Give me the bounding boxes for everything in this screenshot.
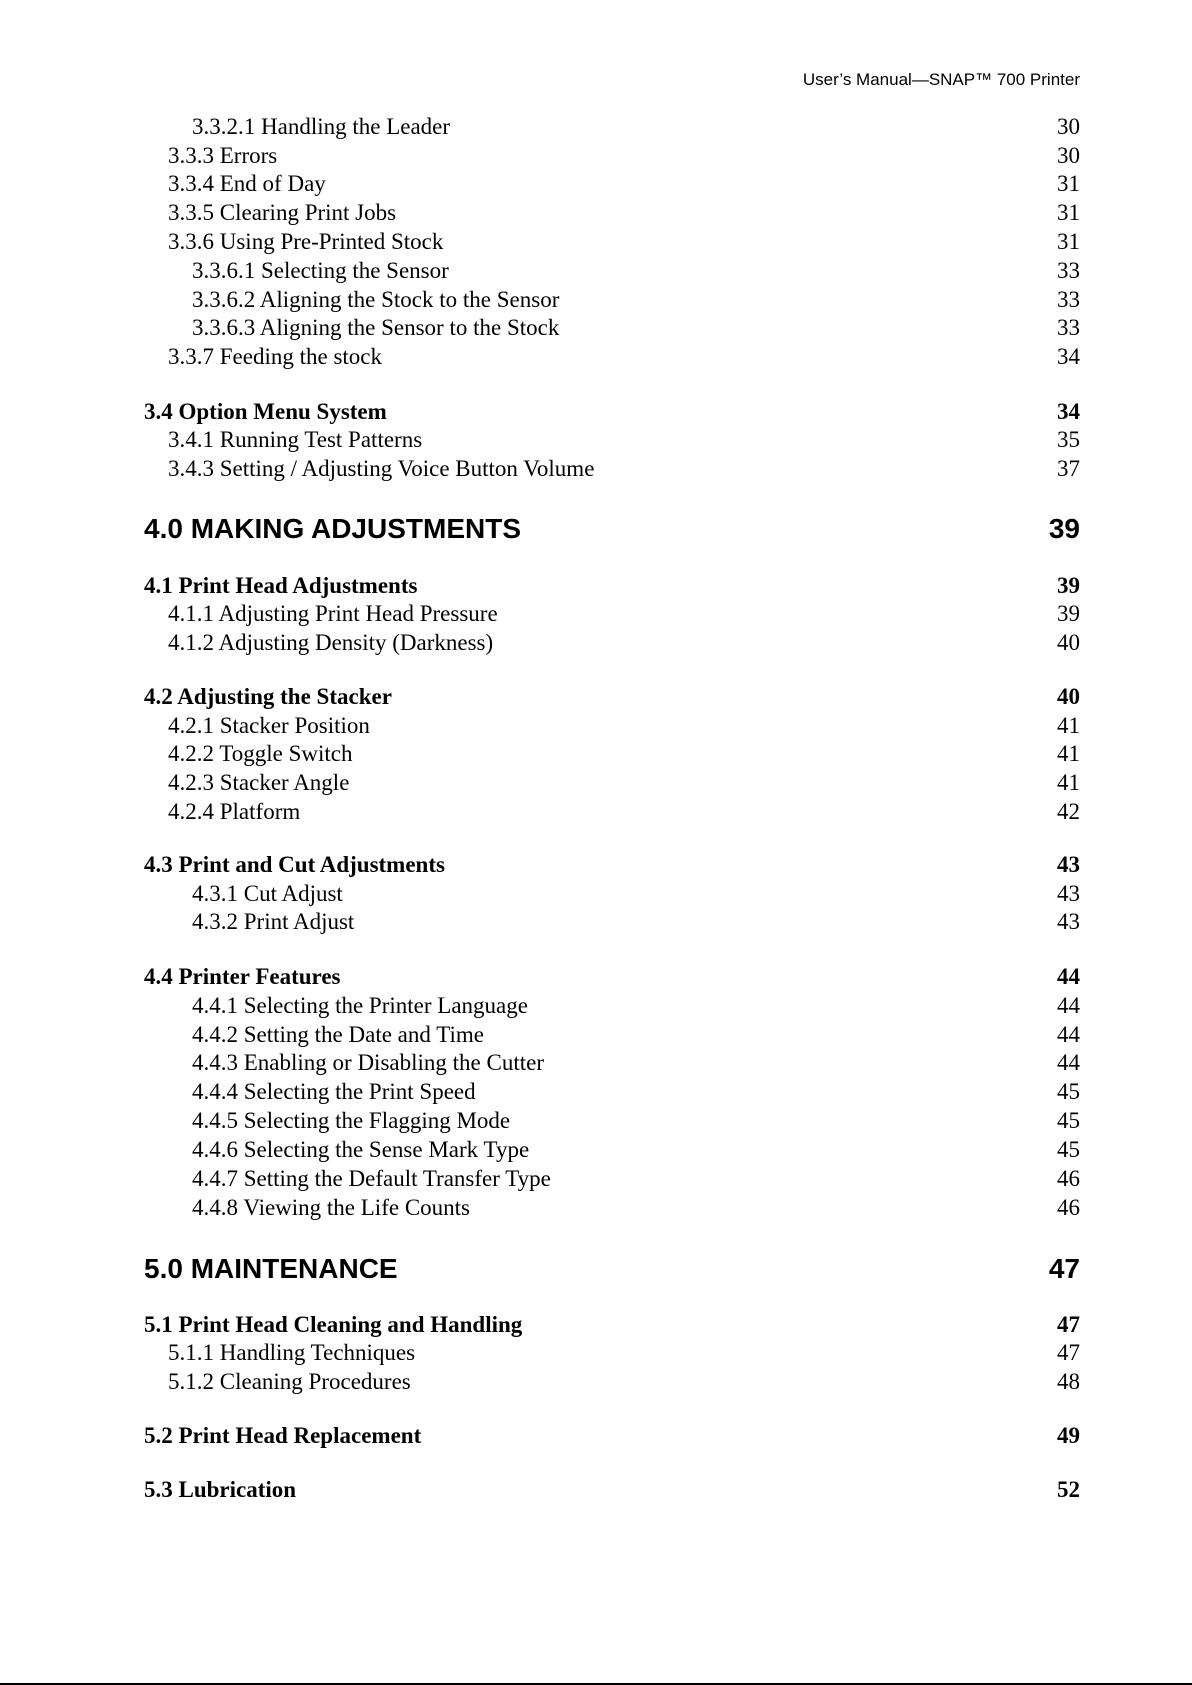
toc-entry-title: 4.2.3 Stacker Angle [168, 769, 350, 795]
toc-entry[interactable] [144, 112, 1080, 142]
toc-entry[interactable] [144, 1367, 1080, 1397]
toc-entry-title: 4.4 Printer Features [144, 964, 341, 990]
toc-entry-title: 4.0 MAKING ADJUSTMENTS [144, 512, 522, 544]
toc-entry-page: 46 [1057, 1195, 1080, 1221]
toc-entry[interactable] [144, 682, 1080, 712]
toc-entry-title: 4.4.8 Viewing the Life Counts [192, 1195, 470, 1221]
toc-entry[interactable] [144, 285, 1080, 315]
toc-entry-title: 3.3.2.1 Handling the Leader [192, 113, 451, 139]
toc-entry-page: 33 [1057, 286, 1080, 312]
toc-entry-title: 4.4.1 Selecting the Printer Language [192, 993, 528, 1019]
toc-entry-title: 3.4 Option Menu System [144, 398, 387, 424]
toc-entry-title: 4.4.5 Selecting the Flagging Mode [192, 1108, 511, 1134]
toc-entry[interactable] [144, 907, 1080, 937]
toc-entry-page: 39 [1048, 512, 1080, 544]
toc-entry-page: 30 [1057, 142, 1080, 168]
toc-entry-title: 4.4.3 Enabling or Disabling the Cutter [192, 1050, 544, 1076]
toc-entry-page: 49 [1057, 1423, 1080, 1449]
running-header: User’s Manual—SNAP™ 700 Printer [802, 70, 1080, 89]
toc-entry-title: 3.3.7 Feeding the stock [168, 343, 382, 369]
toc-entry[interactable] [144, 141, 1080, 171]
toc-entry[interactable] [144, 628, 1080, 658]
toc-entry-page: 47 [1048, 1252, 1080, 1284]
toc-entry-title: 5.2 Print Head Replacement [144, 1423, 422, 1449]
toc-entry-page: 41 [1057, 740, 1080, 766]
toc-entry-title: 5.1 Print Head Cleaning and Handling [144, 1312, 523, 1338]
toc-entry[interactable] [144, 1310, 1080, 1340]
toc-entry[interactable] [144, 1077, 1080, 1107]
toc-entry-title: 3.4.3 Setting / Adjusting Voice Button Volume [168, 455, 595, 481]
toc-entry-page: 39 [1057, 572, 1080, 598]
toc-entry-title: 3.3.3 Errors [168, 142, 278, 168]
toc-entry-page: 44 [1057, 993, 1080, 1019]
toc-entry-page: 43 [1057, 909, 1080, 935]
toc-entry-title: 5.1.2 Cleaning Procedures [168, 1369, 411, 1395]
toc-entry[interactable] [144, 850, 1080, 880]
toc-entry[interactable] [144, 797, 1080, 827]
toc-entry[interactable] [144, 511, 1080, 547]
toc-entry[interactable] [144, 571, 1080, 601]
toc-entry-title: 4.2.4 Platform [168, 798, 301, 824]
toc-entry-page: 31 [1057, 228, 1080, 254]
toc-entry-title: 3.3.6.2 Aligning the Stock to the Sensor [192, 286, 560, 312]
toc-entry[interactable] [144, 1135, 1080, 1165]
toc-entry-page: 40 [1057, 629, 1080, 655]
toc-entry-page: 31 [1057, 170, 1080, 196]
toc-entry[interactable] [144, 256, 1080, 286]
toc-entry[interactable] [144, 991, 1080, 1021]
toc-entry-title: 5.1.1 Handling Techniques [168, 1340, 416, 1366]
toc-entry-title: 3.3.6.3 Aligning the Sensor to the Stock [192, 314, 560, 340]
toc-entry[interactable] [144, 1475, 1080, 1505]
toc-entry[interactable] [144, 768, 1080, 798]
toc-entry-title: 4.4.6 Selecting the Sense Mark Type [192, 1137, 530, 1163]
toc-entry-title: 3.3.4 End of Day [168, 170, 326, 196]
toc-entry[interactable] [144, 962, 1080, 992]
toc-entry-page: 30 [1057, 113, 1080, 139]
toc-entry-title: 4.3 Print and Cut Adjustments [144, 852, 445, 878]
toc-entry-page: 48 [1057, 1369, 1080, 1395]
toc-entry[interactable] [144, 1048, 1080, 1078]
toc-entry-title: 4.2 Adjusting the Stacker [144, 683, 392, 709]
toc-entry-title: 3.4.1 Running Test Patterns [168, 426, 423, 452]
toc-entry-page: 44 [1057, 1022, 1080, 1048]
toc-entry-page: 41 [1057, 712, 1080, 738]
toc-entry-title: 5.0 MAINTENANCE [144, 1252, 398, 1284]
toc-entry-title: 3.3.6.1 Selecting the Sensor [192, 257, 449, 283]
toc-entry-title: 4.2.1 Stacker Position [168, 712, 370, 738]
toc-entry-page: 45 [1057, 1137, 1080, 1163]
toc-entry-page: 44 [1057, 1050, 1080, 1076]
toc-entry[interactable] [144, 1421, 1080, 1451]
toc-entry-title: 4.2.2 Toggle Switch [168, 740, 353, 766]
toc-entry-title: 4.1 Print Head Adjustments [144, 572, 418, 598]
toc-entry-page: 33 [1057, 314, 1080, 340]
toc-entry[interactable] [144, 1338, 1080, 1368]
toc-entry[interactable] [144, 739, 1080, 769]
toc-entry[interactable] [144, 397, 1080, 427]
toc-entry-page: 34 [1057, 343, 1080, 369]
toc-entry[interactable] [144, 425, 1080, 455]
toc-entry[interactable] [144, 879, 1080, 909]
toc-entry-title: 4.3.1 Cut Adjust [192, 881, 343, 907]
toc-entry-title: 4.4.7 Setting the Default Transfer Type [192, 1166, 551, 1192]
toc-entry-page: 47 [1057, 1340, 1080, 1366]
toc-entry-page: 31 [1057, 199, 1080, 225]
toc-entry[interactable] [144, 1020, 1080, 1050]
toc-entry-page: 44 [1057, 964, 1080, 990]
toc-entry-title: 4.3.2 Print Adjust [192, 909, 355, 935]
toc-entry-title: 4.4.2 Setting the Date and Time [192, 1022, 484, 1048]
toc-entry-page: 47 [1057, 1312, 1080, 1338]
toc-entry-page: 43 [1057, 881, 1080, 907]
toc-entry-page: 52 [1057, 1476, 1080, 1502]
toc-entry-page: 33 [1057, 257, 1080, 283]
toc-entry-title: 4.4.4 Selecting the Print Speed [192, 1079, 476, 1105]
toc-entry[interactable] [144, 169, 1080, 199]
toc-entry-page: 42 [1057, 798, 1080, 824]
toc-entry-title: 5.3 Lubrication [144, 1476, 297, 1502]
toc-entry[interactable] [144, 198, 1080, 228]
toc-entry-title: 4.1.1 Adjusting Print Head Pressure [168, 600, 498, 626]
toc-entry-page: 45 [1057, 1079, 1080, 1105]
toc-entry[interactable] [144, 1106, 1080, 1136]
toc-entry[interactable] [144, 1251, 1080, 1287]
toc-entry-title: 4.1.2 Adjusting Density (Darkness) [168, 629, 494, 655]
toc-entry-title: 3.3.5 Clearing Print Jobs [168, 199, 397, 225]
toc-entry[interactable] [144, 1164, 1080, 1194]
toc-entry-page: 34 [1057, 398, 1080, 424]
toc-entry-page: 43 [1057, 852, 1080, 878]
toc-entry[interactable] [144, 711, 1080, 741]
toc-entry-page: 40 [1057, 683, 1080, 709]
toc-entry-page: 45 [1057, 1108, 1080, 1134]
toc-entry[interactable] [144, 599, 1080, 629]
toc-entry[interactable] [144, 1193, 1080, 1223]
toc-entry[interactable] [144, 227, 1080, 257]
toc-entry-page: 41 [1057, 769, 1080, 795]
toc-entry[interactable] [144, 313, 1080, 343]
toc-entry-page: 37 [1057, 455, 1080, 481]
toc-entry[interactable] [144, 342, 1080, 372]
toc-entry-page: 46 [1057, 1166, 1080, 1192]
toc-entry-title: 3.3.6 Using Pre-Printed Stock [168, 228, 444, 254]
toc-entry-page: 35 [1057, 426, 1080, 452]
toc-entry-page: 39 [1057, 600, 1080, 626]
toc-entry[interactable] [144, 454, 1080, 484]
